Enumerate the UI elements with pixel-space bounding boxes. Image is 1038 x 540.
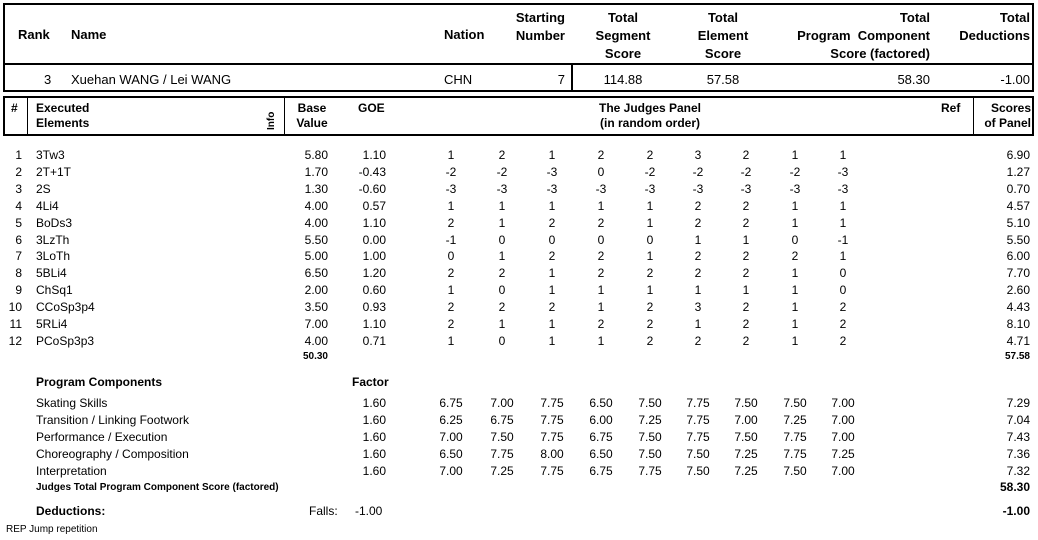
- goe-header: GOE: [358, 101, 385, 115]
- judge-score: 1: [839, 249, 847, 264]
- judge-score: 0: [839, 266, 847, 281]
- header-divider: [3, 63, 1034, 65]
- element-panel-score: 4.43: [1006, 300, 1030, 315]
- component-judge-score: 7.50: [734, 430, 758, 444]
- element-base-value: 7.00: [304, 317, 328, 331]
- judge-score: 0: [498, 232, 506, 247]
- judge-score: 1: [694, 317, 702, 331]
- element-row-number: 2: [15, 164, 22, 179]
- judge-score: 2: [742, 148, 750, 162]
- judge-score: 1: [548, 198, 556, 213]
- rank-header: Rank: [18, 27, 50, 42]
- element-base-value: 1.30: [304, 181, 328, 196]
- judge-score: 2: [597, 266, 605, 281]
- element-row-number: 5: [15, 215, 22, 230]
- component-judge-score: 7.75: [540, 464, 564, 478]
- judge-score: 1: [646, 249, 654, 264]
- base-value-header: Base Value: [296, 101, 328, 130]
- judge-score: 1: [791, 300, 799, 315]
- judge-score: 1: [548, 333, 556, 348]
- judge-score: 1: [694, 232, 702, 247]
- judge-score: 0: [498, 333, 506, 348]
- judge-score: 0: [447, 249, 455, 264]
- judge-score: 2: [447, 317, 455, 331]
- deductions-label: Deductions:: [36, 504, 106, 518]
- component-judge-score: 7.75: [783, 447, 807, 461]
- name-header: Name: [71, 27, 107, 42]
- component-name: Choreography / Composition: [36, 447, 189, 461]
- judge-score: -2: [496, 164, 508, 179]
- element-goe: 1.10: [362, 148, 386, 162]
- judge-score: 1: [791, 266, 799, 281]
- judge-score: 1: [791, 198, 799, 213]
- element-name: 3LzTh: [36, 232, 70, 247]
- judge-score: 1: [548, 148, 556, 162]
- total-deductions-header: Total Deductions: [959, 10, 1030, 43]
- program-components-header: Program Components: [36, 375, 163, 389]
- element-name: ChSq1: [36, 283, 73, 298]
- element-panel-score: 5.10: [1006, 215, 1030, 230]
- judge-score: -3: [692, 181, 704, 196]
- judge-score: 0: [597, 164, 605, 179]
- judge-score: 2: [646, 266, 654, 281]
- component-factor: 1.60: [362, 447, 386, 461]
- element-name: 2S: [36, 181, 51, 196]
- component-judge-score: 7.50: [490, 430, 514, 444]
- element-number-header: #: [11, 101, 18, 115]
- component-judge-score: 6.75: [490, 413, 514, 427]
- judge-score: 0: [646, 232, 654, 247]
- component-panel-score: 7.43: [1006, 430, 1030, 444]
- judge-score: -3: [837, 181, 849, 196]
- judge-score: 2: [548, 300, 556, 315]
- component-factor: 1.60: [362, 430, 386, 444]
- judge-score: 2: [498, 148, 506, 162]
- component-judge-score: 6.75: [589, 464, 613, 478]
- judge-score: 0: [791, 232, 799, 247]
- judge-score: 1: [742, 232, 750, 247]
- col-divider: [284, 97, 285, 135]
- judge-score: 1: [597, 283, 605, 298]
- component-judge-score: 6.75: [589, 430, 613, 444]
- judge-score: -1: [445, 232, 457, 247]
- element-goe: 0.93: [362, 300, 386, 315]
- element-name: 3LoTh: [36, 249, 71, 264]
- judge-score: 1: [548, 266, 556, 281]
- judge-score: 1: [791, 283, 799, 298]
- total-segment-score-header: Total Segment Score: [595, 10, 651, 61]
- judge-score: 1: [447, 333, 455, 348]
- component-panel-score: 7.04: [1006, 413, 1030, 427]
- judge-score: 2: [597, 148, 605, 162]
- judge-score: 2: [646, 300, 654, 315]
- component-judge-score: 7.00: [831, 413, 855, 427]
- judge-score: 1: [548, 283, 556, 298]
- judge-score: 1: [646, 283, 654, 298]
- element-goe: -0.60: [358, 181, 386, 196]
- judge-score: 2: [694, 333, 702, 348]
- component-judge-score: 7.50: [734, 396, 758, 410]
- judge-score: -3: [740, 181, 752, 196]
- skater-name: Xuehan WANG / Lei WANG: [71, 72, 232, 87]
- judge-score: 2: [839, 300, 847, 315]
- component-judge-score: 7.25: [734, 464, 758, 478]
- element-goe: 1.10: [362, 317, 386, 331]
- element-name: CCoSp3p4: [36, 300, 95, 315]
- element-base-value: 5.50: [304, 232, 328, 247]
- component-judge-score: 7.25: [734, 447, 758, 461]
- component-judge-score: 7.00: [734, 413, 758, 427]
- judge-score: -3: [595, 181, 607, 196]
- judge-score: 2: [646, 317, 654, 331]
- element-panel-score: 4.71: [1006, 333, 1030, 348]
- judge-score: 2: [447, 215, 455, 230]
- element-goe: 0.00: [362, 232, 386, 247]
- element-panel-score: 1.27: [1006, 164, 1030, 179]
- judge-score: 2: [839, 317, 847, 331]
- judges-panel-header: The Judges Panel (in random order): [598, 101, 702, 130]
- component-judge-score: 7.00: [439, 464, 463, 478]
- total-program-component-header: Total Program Component Score (factored): [797, 10, 930, 61]
- skater-rank: 3: [44, 72, 52, 87]
- judge-score: 2: [742, 300, 750, 315]
- component-judge-score: 6.00: [589, 413, 613, 427]
- judge-score: 1: [498, 249, 506, 264]
- judge-score: 2: [742, 249, 750, 264]
- judge-score: -2: [445, 164, 457, 179]
- info-header: Info: [266, 111, 277, 130]
- element-base-value: 3.50: [304, 300, 328, 315]
- judge-score: 2: [498, 300, 506, 315]
- judge-score: 2: [548, 249, 556, 264]
- component-judge-score: 8.00: [540, 447, 564, 461]
- component-judge-score: 6.50: [589, 396, 613, 410]
- judge-score: 2: [694, 215, 702, 230]
- col-divider: [27, 97, 28, 135]
- component-judge-score: 7.75: [638, 464, 662, 478]
- element-name: 3Tw3: [36, 148, 65, 162]
- judge-score: -3: [644, 181, 656, 196]
- element-panel-score: 6.00: [1006, 249, 1030, 264]
- component-name: Transition / Linking Footwork: [36, 413, 189, 427]
- element-panel-score: 6.90: [1006, 148, 1030, 162]
- judge-score: 1: [447, 198, 455, 213]
- element-row-number: 10: [8, 300, 22, 315]
- judge-score: 2: [694, 266, 702, 281]
- component-factor: 1.60: [362, 464, 386, 478]
- component-factor: 1.60: [362, 396, 386, 410]
- judge-score: -3: [496, 181, 508, 196]
- element-panel-score: 8.10: [1006, 317, 1030, 331]
- judge-score: -3: [445, 181, 457, 196]
- skater-nation: CHN: [444, 72, 473, 87]
- judge-score: -3: [789, 181, 801, 196]
- element-base-value: 2.00: [304, 283, 328, 298]
- element-goe: 1.10: [362, 215, 386, 230]
- element-name: BoDs3: [36, 215, 73, 230]
- component-judge-score: 7.75: [686, 396, 710, 410]
- judge-score: 3: [694, 300, 702, 315]
- judge-score: 3: [694, 148, 702, 162]
- judge-score: 1: [498, 198, 506, 213]
- element-goe: 0.60: [362, 283, 386, 298]
- element-base-value: 5.00: [304, 249, 328, 264]
- component-judge-score: 7.00: [831, 430, 855, 444]
- element-row-number: 3: [15, 181, 22, 196]
- judge-score: 1: [839, 198, 847, 213]
- starting-number-header: Starting Number: [515, 10, 565, 43]
- judge-score: 2: [597, 317, 605, 331]
- component-judge-score: 7.75: [686, 430, 710, 444]
- component-judge-score: 7.00: [490, 396, 514, 410]
- judge-score: 2: [646, 333, 654, 348]
- component-judge-score: 7.75: [490, 447, 514, 461]
- element-panel-score: 5.50: [1006, 232, 1030, 247]
- component-name: Interpretation: [36, 464, 107, 478]
- total-element-score-header: Total Element Score: [697, 10, 749, 61]
- judge-score: 1: [597, 300, 605, 315]
- skater-total-segment-score: 114.88: [603, 72, 643, 87]
- judge-score: 1: [839, 148, 847, 162]
- judge-score: -3: [837, 164, 849, 179]
- element-goe: 1.00: [362, 249, 386, 264]
- skater-program-component-score: 58.30: [897, 72, 930, 87]
- component-judge-score: 7.00: [831, 396, 855, 410]
- component-judge-score: 6.75: [439, 396, 463, 410]
- judge-score: 1: [646, 215, 654, 230]
- component-judge-score: 7.00: [439, 430, 463, 444]
- scores-of-panel-header: Scores of Panel: [984, 101, 1031, 130]
- pcs-total-label: Judges Total Program Component Score (factored): [36, 482, 279, 493]
- judge-score: 1: [646, 198, 654, 213]
- judge-score: 1: [498, 317, 506, 331]
- element-panel-score: 2.60: [1006, 283, 1030, 298]
- element-row-number: 9: [15, 283, 22, 298]
- element-goe: 1.20: [362, 266, 386, 281]
- component-judge-score: 6.50: [589, 447, 613, 461]
- footnote-text: REP Jump repetition: [6, 524, 98, 535]
- judge-score: 1: [839, 215, 847, 230]
- header-vertical-divider: [571, 64, 573, 91]
- judge-score: 2: [447, 266, 455, 281]
- ref-header: Ref: [941, 101, 961, 115]
- component-panel-score: 7.36: [1006, 447, 1030, 461]
- element-row-number: 6: [15, 232, 22, 247]
- element-name: 5RLi4: [36, 317, 68, 331]
- element-name: 5BLi4: [36, 266, 67, 281]
- judge-score: 1: [498, 215, 506, 230]
- judge-score: 1: [447, 148, 455, 162]
- component-judge-score: 7.25: [638, 413, 662, 427]
- element-row-number: 12: [8, 333, 22, 348]
- judge-score: 2: [742, 266, 750, 281]
- judge-score: -2: [740, 164, 752, 179]
- col-divider: [973, 97, 974, 135]
- component-judge-score: 7.75: [540, 413, 564, 427]
- judge-score: 2: [548, 215, 556, 230]
- element-row-number: 8: [15, 266, 22, 281]
- judge-score: -2: [644, 164, 656, 179]
- judge-score: -1: [837, 232, 849, 247]
- judge-score: 0: [548, 232, 556, 247]
- elements-score-total: 57.58: [1004, 351, 1030, 362]
- judge-score: 2: [694, 249, 702, 264]
- judge-score: 1: [791, 148, 799, 162]
- component-panel-score: 7.32: [1006, 464, 1030, 478]
- element-base-value: 1.70: [304, 164, 328, 179]
- component-judge-score: 7.25: [831, 447, 855, 461]
- element-base-value: 6.50: [304, 266, 328, 281]
- component-judge-score: 7.75: [783, 430, 807, 444]
- judge-score: -3: [546, 181, 558, 196]
- base-value-total: 50.30: [302, 351, 328, 362]
- judge-score: 1: [597, 198, 605, 213]
- element-base-value: 4.00: [304, 215, 328, 230]
- component-judge-score: 7.50: [783, 396, 807, 410]
- component-judge-score: 7.75: [686, 413, 710, 427]
- element-row-number: 1: [15, 148, 22, 162]
- judge-score: 2: [839, 333, 847, 348]
- element-row-number: 11: [9, 317, 22, 331]
- judge-score: 2: [742, 317, 750, 331]
- judge-score: 2: [742, 198, 750, 213]
- skater-total-deductions: -1.00: [1000, 72, 1030, 87]
- judge-score: 1: [548, 317, 556, 331]
- judge-score: 2: [694, 198, 702, 213]
- deductions-total: -1.00: [1002, 504, 1030, 518]
- element-base-value: 5.80: [304, 148, 328, 162]
- elements-header-box: [3, 96, 1034, 136]
- element-row-number: 4: [15, 198, 22, 213]
- element-base-value: 4.00: [304, 333, 328, 348]
- judge-score: 0: [597, 232, 605, 247]
- component-judge-score: 7.50: [783, 464, 807, 478]
- falls-value: -1.00: [355, 504, 383, 518]
- element-goe: 0.57: [362, 198, 386, 213]
- component-judge-score: 7.50: [638, 447, 662, 461]
- judge-score: 2: [646, 148, 654, 162]
- component-judge-score: 7.50: [686, 447, 710, 461]
- judge-score: 0: [839, 283, 847, 298]
- judge-score: 2: [597, 215, 605, 230]
- judge-score: 1: [694, 283, 702, 298]
- component-judge-score: 6.25: [439, 413, 463, 427]
- element-base-value: 4.00: [304, 198, 328, 213]
- component-factor: 1.60: [362, 413, 386, 427]
- element-goe: -0.43: [358, 164, 386, 179]
- element-name: PCoSp3p3: [36, 333, 95, 348]
- component-judge-score: 7.75: [540, 396, 564, 410]
- judge-score: 1: [791, 317, 799, 331]
- nation-header: Nation: [444, 27, 485, 42]
- component-name: Skating Skills: [36, 396, 108, 410]
- element-panel-score: 0.70: [1006, 181, 1030, 196]
- judge-score: 1: [791, 333, 799, 348]
- judge-score: -2: [789, 164, 801, 179]
- component-judge-score: 7.50: [638, 396, 662, 410]
- judge-score: 1: [447, 283, 455, 298]
- judge-score: 2: [447, 300, 455, 315]
- element-panel-score: 4.57: [1006, 198, 1030, 213]
- judge-score: 2: [742, 333, 750, 348]
- component-panel-score: 7.29: [1006, 396, 1030, 410]
- component-judge-score: 6.50: [439, 447, 463, 461]
- judge-score: -3: [546, 164, 558, 179]
- component-judge-score: 7.50: [686, 464, 710, 478]
- component-judge-score: 7.25: [783, 413, 807, 427]
- pcs-total-value: 58.30: [999, 480, 1030, 494]
- executed-elements-header: Executed Elements: [36, 101, 90, 130]
- judge-score: 2: [742, 215, 750, 230]
- falls-label: Falls:: [309, 504, 338, 518]
- component-judge-score: 7.00: [831, 464, 855, 478]
- judge-score: 1: [597, 333, 605, 348]
- component-name: Performance / Execution: [36, 430, 168, 444]
- element-panel-score: 7.70: [1006, 266, 1030, 281]
- skater-start-number: 7: [557, 72, 565, 87]
- judge-score: 2: [791, 249, 799, 264]
- judge-score: 1: [742, 283, 750, 298]
- judge-score: 2: [498, 266, 506, 281]
- element-goe: 0.71: [362, 333, 386, 348]
- component-judge-score: 7.50: [638, 430, 662, 444]
- judge-score: -2: [692, 164, 704, 179]
- judge-score: 1: [791, 215, 799, 230]
- skater-total-element-score: 57.58: [706, 72, 740, 87]
- judge-score: 2: [597, 249, 605, 264]
- component-judge-score: 7.75: [540, 430, 564, 444]
- judge-score: 0: [498, 283, 506, 298]
- component-judge-score: 7.25: [490, 464, 514, 478]
- factor-header: Factor: [352, 375, 389, 389]
- element-name: 2T+1T: [36, 164, 72, 179]
- element-name: 4Li4: [36, 198, 59, 213]
- element-row-number: 7: [15, 249, 22, 264]
